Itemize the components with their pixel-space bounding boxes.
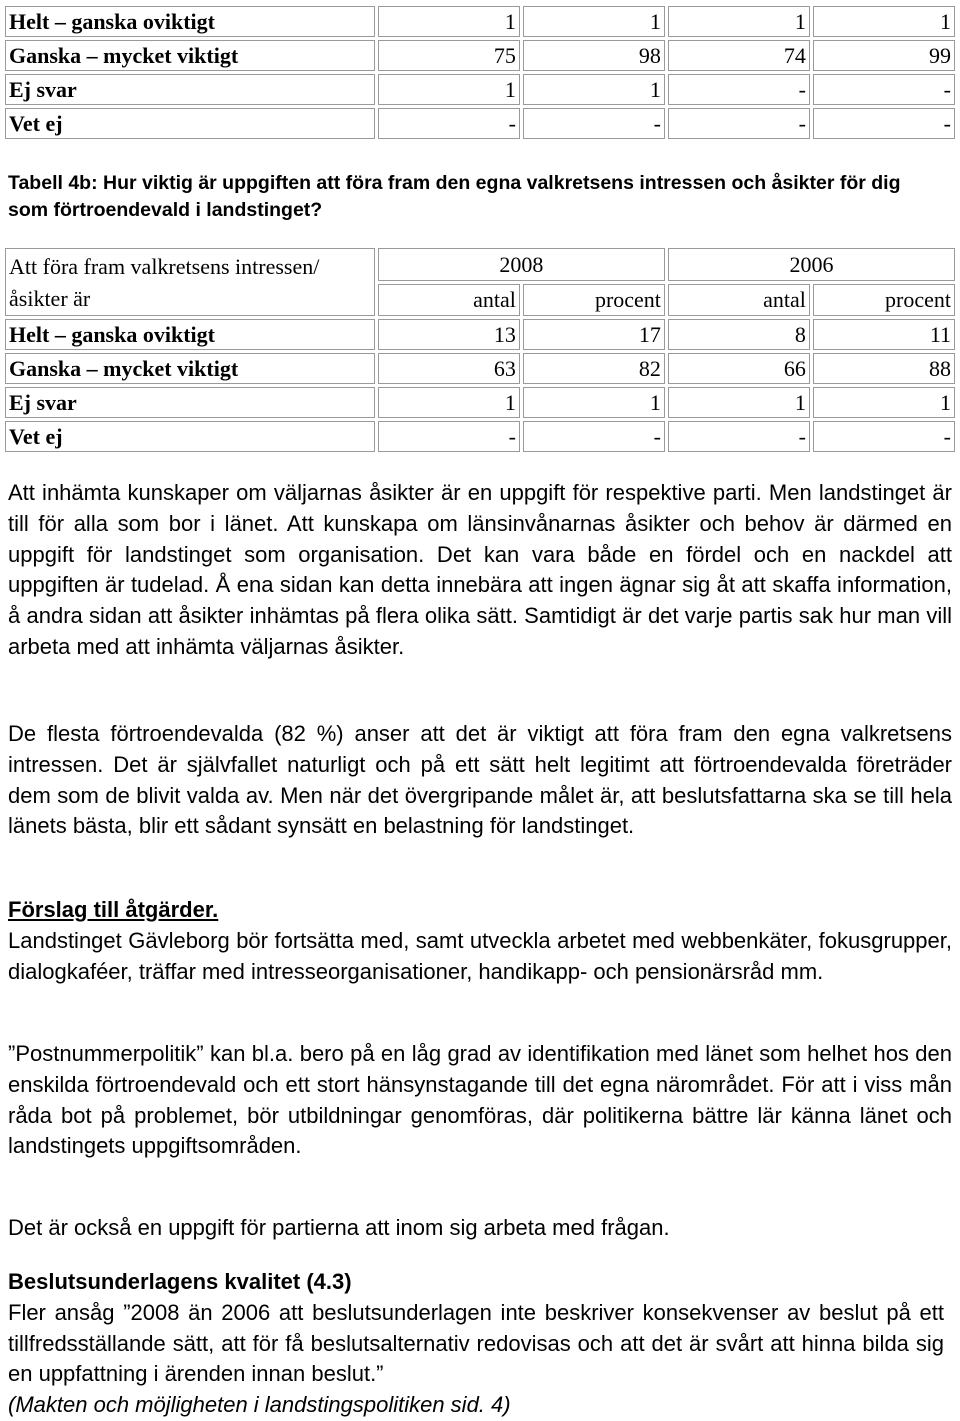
table-header-row	[5, 248, 955, 281]
section-heading-block	[8, 1267, 944, 1421]
table-row	[5, 108, 955, 139]
table-row	[5, 40, 955, 71]
paragraph: ”Postnummerpolitik” kan bl.a. bero på en låg grad av identifikation med länet som helhet hos den enskilda förtroendevald och ett stort hänsynstagande till det egna närområdet. För att i viss mån råda bot på problemet, bör utbildningar genomföras, där politikerna bättre lär känna länet och landstingets uppgiftsområden.	[8, 1041, 952, 1159]
table-cell: -	[813, 74, 955, 105]
row-label: Vet ej	[5, 108, 375, 139]
paragraph: Det är också en uppgift för partierna att inom sig arbeta med frågan.	[8, 1215, 670, 1240]
table-row	[5, 74, 955, 105]
table-cell: -	[813, 421, 955, 452]
table-caption: Tabell 4b: Hur viktig är uppgiften att föra fram den egna valkretsens intressen och åsikter för dig som förtroendevald i landstinget?	[8, 172, 901, 221]
column-header: antal	[378, 284, 520, 317]
table-cell: -	[523, 108, 665, 139]
table-cell: 98	[523, 40, 665, 71]
section-heading-block	[8, 895, 952, 987]
table-cell: 1	[378, 74, 520, 105]
column-header: antal	[668, 284, 810, 317]
table-corner-label: Att föra fram valkretsens intressen/åsikter är	[5, 248, 375, 316]
table-cell: 1	[813, 6, 955, 37]
table-cell: 1	[813, 387, 955, 418]
table-row	[5, 6, 955, 37]
paragraph: De flesta förtroendevalda (82 %) anser att det är viktigt att föra fram den egna valkretsens intressen. Det är självfallet naturligt och på ett sätt helt legitimt att förtroendevalda företräder dem som de blivit valda av. Men när det övergripande målet är, att beslutsfattarna ska se till hela länets bästa, blir ett sådant synsätt en belastning för landstinget.	[8, 721, 952, 839]
table-cell: 1	[668, 6, 810, 37]
table-cell: 1	[523, 6, 665, 37]
table-cell: 1	[378, 387, 520, 418]
row-label: Helt – ganska oviktigt	[5, 6, 375, 37]
table-cell: -	[813, 108, 955, 139]
year-header: 2008	[378, 248, 665, 281]
paragraph: Att inhämta kunskaper om väljarnas åsikter är en uppgift för respektive parti. Men landstinget är till för alla som bor i länet. Att kunskapa om länsinvånarnas åsikter och behov är därmed en uppgift för landstinget som organisation. Det kan vara både en fördel och en nackdel att uppgiften är tudelad. Å ena sidan kan detta innebära att ingen ägnar sig åt att skaffa information, å andra sidan att åsikter inhämtas på flera olika sätt. Samtidigt är det varje partis sak hur man vill arbeta med att inhämta väljarnas åsikter.	[8, 480, 952, 659]
results-table-continued	[2, 3, 958, 142]
table-cell: -	[378, 108, 520, 139]
paragraph: Landstinget Gävleborg bör fortsätta med, samt utveckla arbetet med webbenkäter, fokusgrupper, dialogkaféer, träffar med intresseorganisationer, handikapp- och pensionärsråd mm.	[8, 927, 952, 984]
column-header: procent	[523, 284, 665, 317]
table-cell: 8	[668, 319, 810, 350]
row-label: Helt – ganska oviktigt	[5, 319, 375, 350]
table-cell: 13	[378, 319, 520, 350]
table-cell: 11	[813, 319, 955, 350]
table-cell: 82	[523, 353, 665, 384]
table-cell: -	[668, 74, 810, 105]
table-row	[5, 353, 955, 384]
table-cell: -	[668, 108, 810, 139]
table-cell: 66	[668, 353, 810, 384]
row-label: Ej svar	[5, 387, 375, 418]
table-cell: -	[668, 421, 810, 452]
section-heading: Beslutsunderlagens kvalitet (4.3)	[8, 1269, 352, 1294]
table-cell: 75	[378, 40, 520, 71]
row-label: Ganska – mycket viktigt	[5, 353, 375, 384]
table-cell: 99	[813, 40, 955, 71]
table-cell: 1	[523, 387, 665, 418]
row-label: Ganska – mycket viktigt	[5, 40, 375, 71]
table-cell: -	[523, 421, 665, 452]
table-cell: 74	[668, 40, 810, 71]
table-cell: 63	[378, 353, 520, 384]
column-header: procent	[813, 284, 955, 317]
quote-source: (Makten och möjligheten i landstingspolitiken sid. 4)	[8, 1392, 511, 1418]
table-cell: 1	[378, 6, 520, 37]
table-cell: 1	[668, 387, 810, 418]
row-label: Ej svar	[5, 74, 375, 105]
year-header: 2006	[668, 248, 955, 281]
section-heading: Förslag till åtgärder.	[8, 897, 219, 922]
table-cell: 1	[523, 74, 665, 105]
quote-paragraph: Fler ansåg ”2008 än 2006 att beslutsunderlagen inte beskriver konsekvenser av beslut på ett tillfredsställande sätt, att för få beslutsalternativ redovisas och att det är svårt att hinna bilda sig en uppfattning i ärenden innan beslut.”	[8, 1299, 944, 1387]
table-cell: 17	[523, 319, 665, 350]
table-cell: -	[378, 421, 520, 452]
table-row	[5, 421, 955, 452]
row-label: Vet ej	[5, 421, 375, 452]
table-row	[5, 319, 955, 350]
table-cell: 88	[813, 353, 955, 384]
table-row	[5, 387, 955, 418]
results-table-4b	[2, 245, 958, 455]
